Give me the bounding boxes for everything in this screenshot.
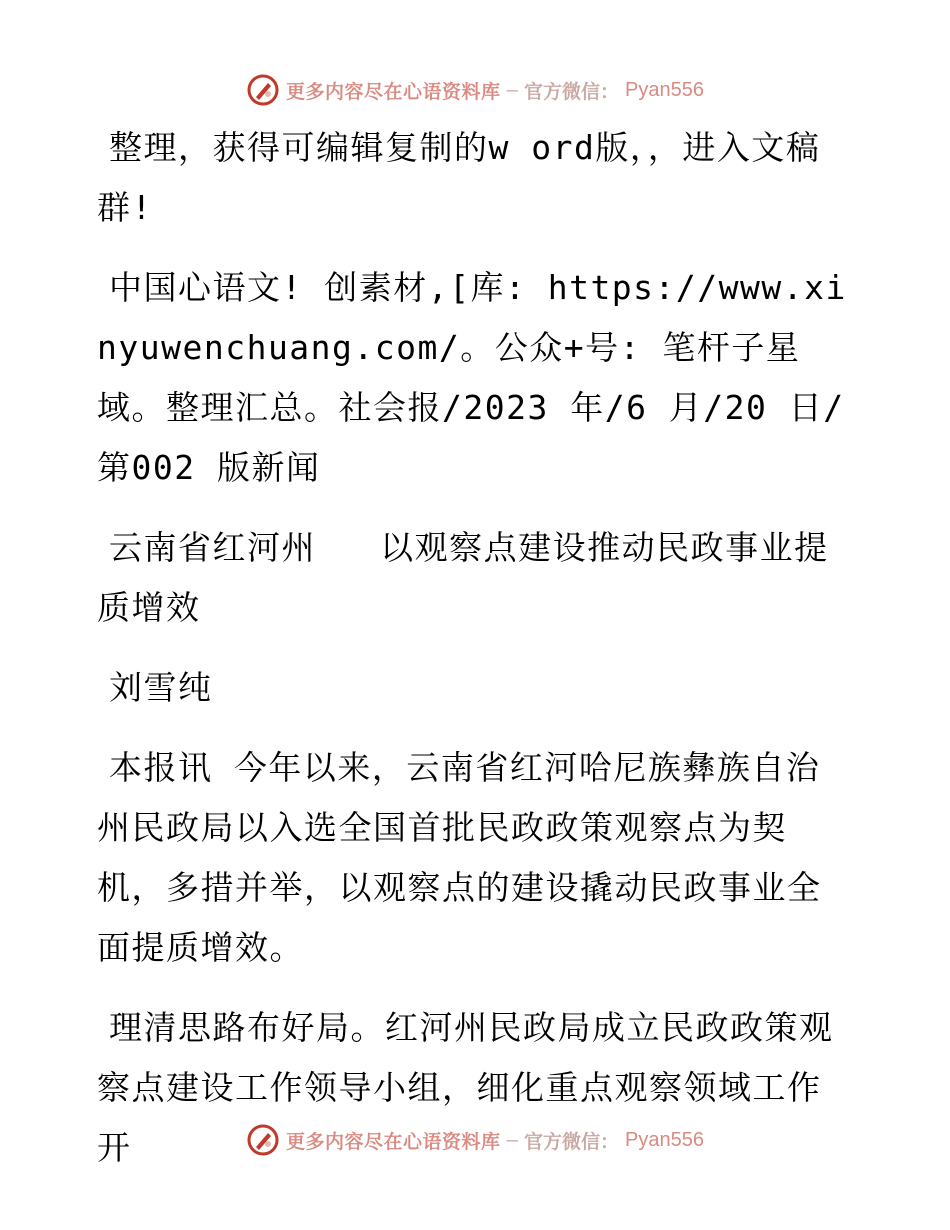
pen-logo-icon bbox=[246, 1123, 280, 1157]
header-banner bbox=[0, 70, 950, 110]
paragraph-intro: 整理，获得可编辑复制的w ord版，，进入文稿群! bbox=[97, 128, 821, 227]
article-title: 云南省红河州 以观察点建设推动民政事业提质增效 bbox=[97, 528, 829, 627]
footer-banner-content bbox=[246, 1123, 704, 1157]
paragraph-source: 中国心语文! 创素材,[库: https://www.xinyuwenchuang.com/。公众+号: 笔杆子星域。整理汇总。社会报/2023 年/6 月/20 日/第002 版新闻 bbox=[97, 268, 847, 487]
footer-banner bbox=[0, 1120, 950, 1160]
article-author: 刘雪纯 bbox=[109, 668, 213, 707]
footer-wechat-id: Pyan556 bbox=[625, 1128, 704, 1151]
document-body bbox=[97, 118, 853, 1198]
header-brand-text: 更多内容尽在心语资料库 bbox=[286, 80, 501, 103]
pen-logo-icon bbox=[246, 73, 280, 107]
header-wechat-id: Pyan556 bbox=[625, 78, 704, 101]
paragraph-body: 理清思路布好局。红河州民政局成立民政政策观察点建设工作领导小组，细化重点观察领域工作开 bbox=[97, 1008, 834, 1167]
header-banner-content bbox=[246, 73, 704, 107]
header-dash: — bbox=[506, 79, 518, 101]
paragraph-lead: 本报讯 今年以来，云南省红河哈尼族彝族自治州民政局以入选全国首批民政政策观察点为契机，多措并举，以观察点的建设撬动民政事业全面提质增效。 bbox=[97, 748, 822, 967]
footer-wechat-label: 官方微信： bbox=[523, 1130, 619, 1153]
header-wechat-label: 官方微信： bbox=[523, 80, 619, 103]
footer-brand-text: 更多内容尽在心语资料库 bbox=[286, 1130, 501, 1153]
footer-dash: — bbox=[506, 1129, 518, 1151]
